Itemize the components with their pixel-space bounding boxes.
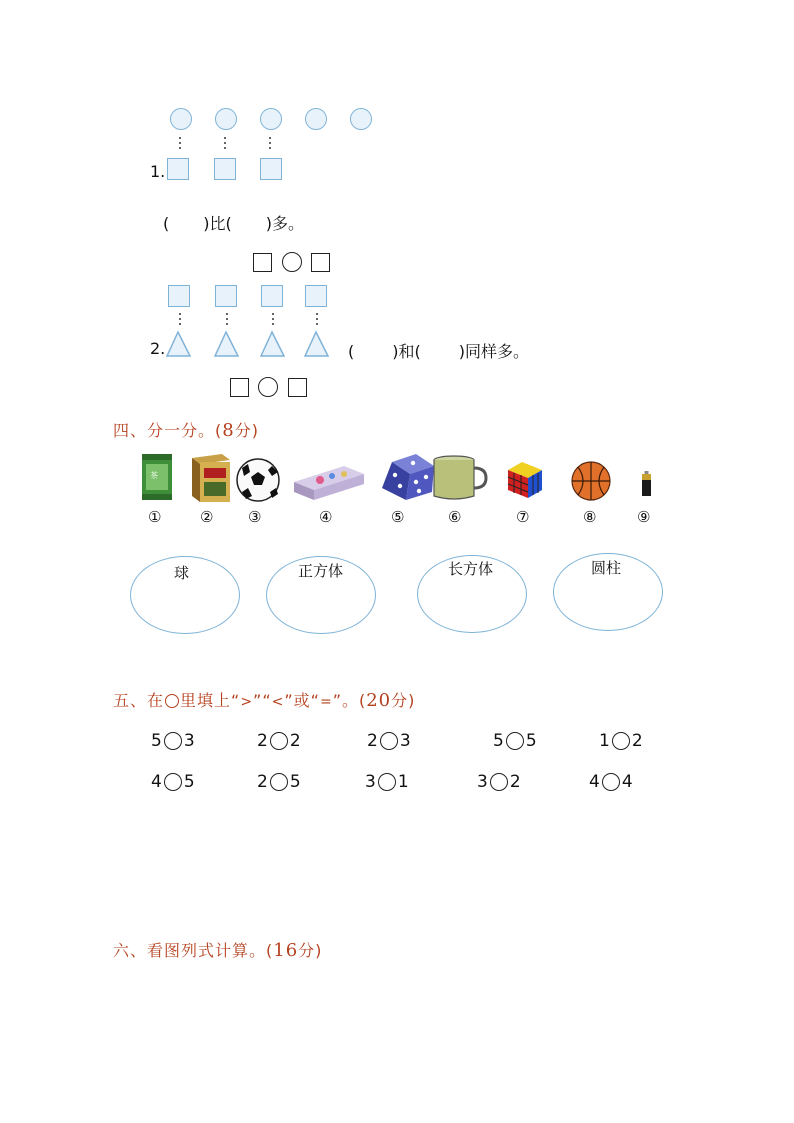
square-shape [167,158,189,180]
compare-item: 2 3 [367,731,411,751]
compare-item: 5 3 [151,731,195,751]
compare-item: 5 5 [493,731,537,751]
circle-shape [260,108,282,130]
circle-shape [305,108,327,130]
compare-circle[interactable] [602,773,620,791]
circle-option[interactable] [258,377,278,397]
compare-circle[interactable] [490,773,508,791]
square-shape [215,285,237,307]
triangle-shape [167,332,190,356]
square-shape [260,158,282,180]
compare-item: 3 2 [477,772,521,792]
square-shape [168,285,190,307]
triangle-shape [305,332,328,356]
item-pictures [130,448,690,508]
compare-circle[interactable] [270,773,288,791]
q1-number: 1. [150,162,166,181]
compare-circle[interactable] [164,773,182,791]
triangle-shape [261,332,284,356]
basketball-icon [572,462,610,500]
soccer-ball-icon [237,459,279,501]
mug-icon [434,456,486,499]
square-shape [261,285,283,307]
circle-shape [350,108,372,130]
battery-icon [642,471,651,496]
group-label-cuboid: 长方体 [448,560,494,578]
section6-title: 六、看图列式计算。(16分) [113,940,323,961]
item-index: ⑨ [637,508,651,526]
square-option[interactable] [311,253,330,272]
compare-circle[interactable] [612,732,630,750]
svg-text:茶: 茶 [150,471,158,480]
item-index: ③ [248,508,262,526]
green-tea-can-icon [142,454,172,500]
item-index: ⑧ [583,508,597,526]
compare-item: 2 2 [257,731,301,751]
q2-number: 2. [150,339,166,358]
item-index: ⑤ [391,508,405,526]
q2-sentence: ( )和( )同样多。 [348,342,529,361]
compare-circle[interactable] [270,732,288,750]
compare-item: 1 2 [599,731,643,751]
rubiks-cube-icon [508,462,542,498]
q2-triangles [165,330,345,360]
circle-option[interactable] [282,252,302,272]
section4-title: 四、分一分。(8分) [113,420,259,441]
section5-title: 五、在 里填上“>”“<”或“=”。(20分) [113,690,416,711]
small-circle-icon [165,694,179,708]
item-index: ⑥ [448,508,462,526]
item-index: ② [200,508,214,526]
group-label-cylinder: 圆柱 [591,559,622,577]
compare-circle[interactable] [506,732,524,750]
compare-circle[interactable] [164,732,182,750]
q1-sentence: ( )比( )多。 [163,214,304,233]
compare-circle[interactable] [378,773,396,791]
item-index: ⑦ [516,508,530,526]
circle-shape [215,108,237,130]
compare-circle[interactable] [380,732,398,750]
square-shape [305,285,327,307]
item-index: ① [148,508,162,526]
tea-box-icon [192,454,230,502]
item-index: ④ [319,508,333,526]
square-option[interactable] [288,378,307,397]
circle-shape [170,108,192,130]
triangle-shape [215,332,238,356]
square-shape [214,158,236,180]
pencil-case-icon [294,466,364,500]
square-option[interactable] [230,378,249,397]
group-label-ball: 球 [174,564,190,582]
compare-item: 2 5 [257,772,301,792]
dice-icon [382,454,434,500]
square-option[interactable] [253,253,272,272]
compare-item: 4 4 [589,772,633,792]
compare-item: 3 1 [365,772,409,792]
group-label-cube: 正方体 [298,562,344,580]
compare-item: 4 5 [151,772,195,792]
